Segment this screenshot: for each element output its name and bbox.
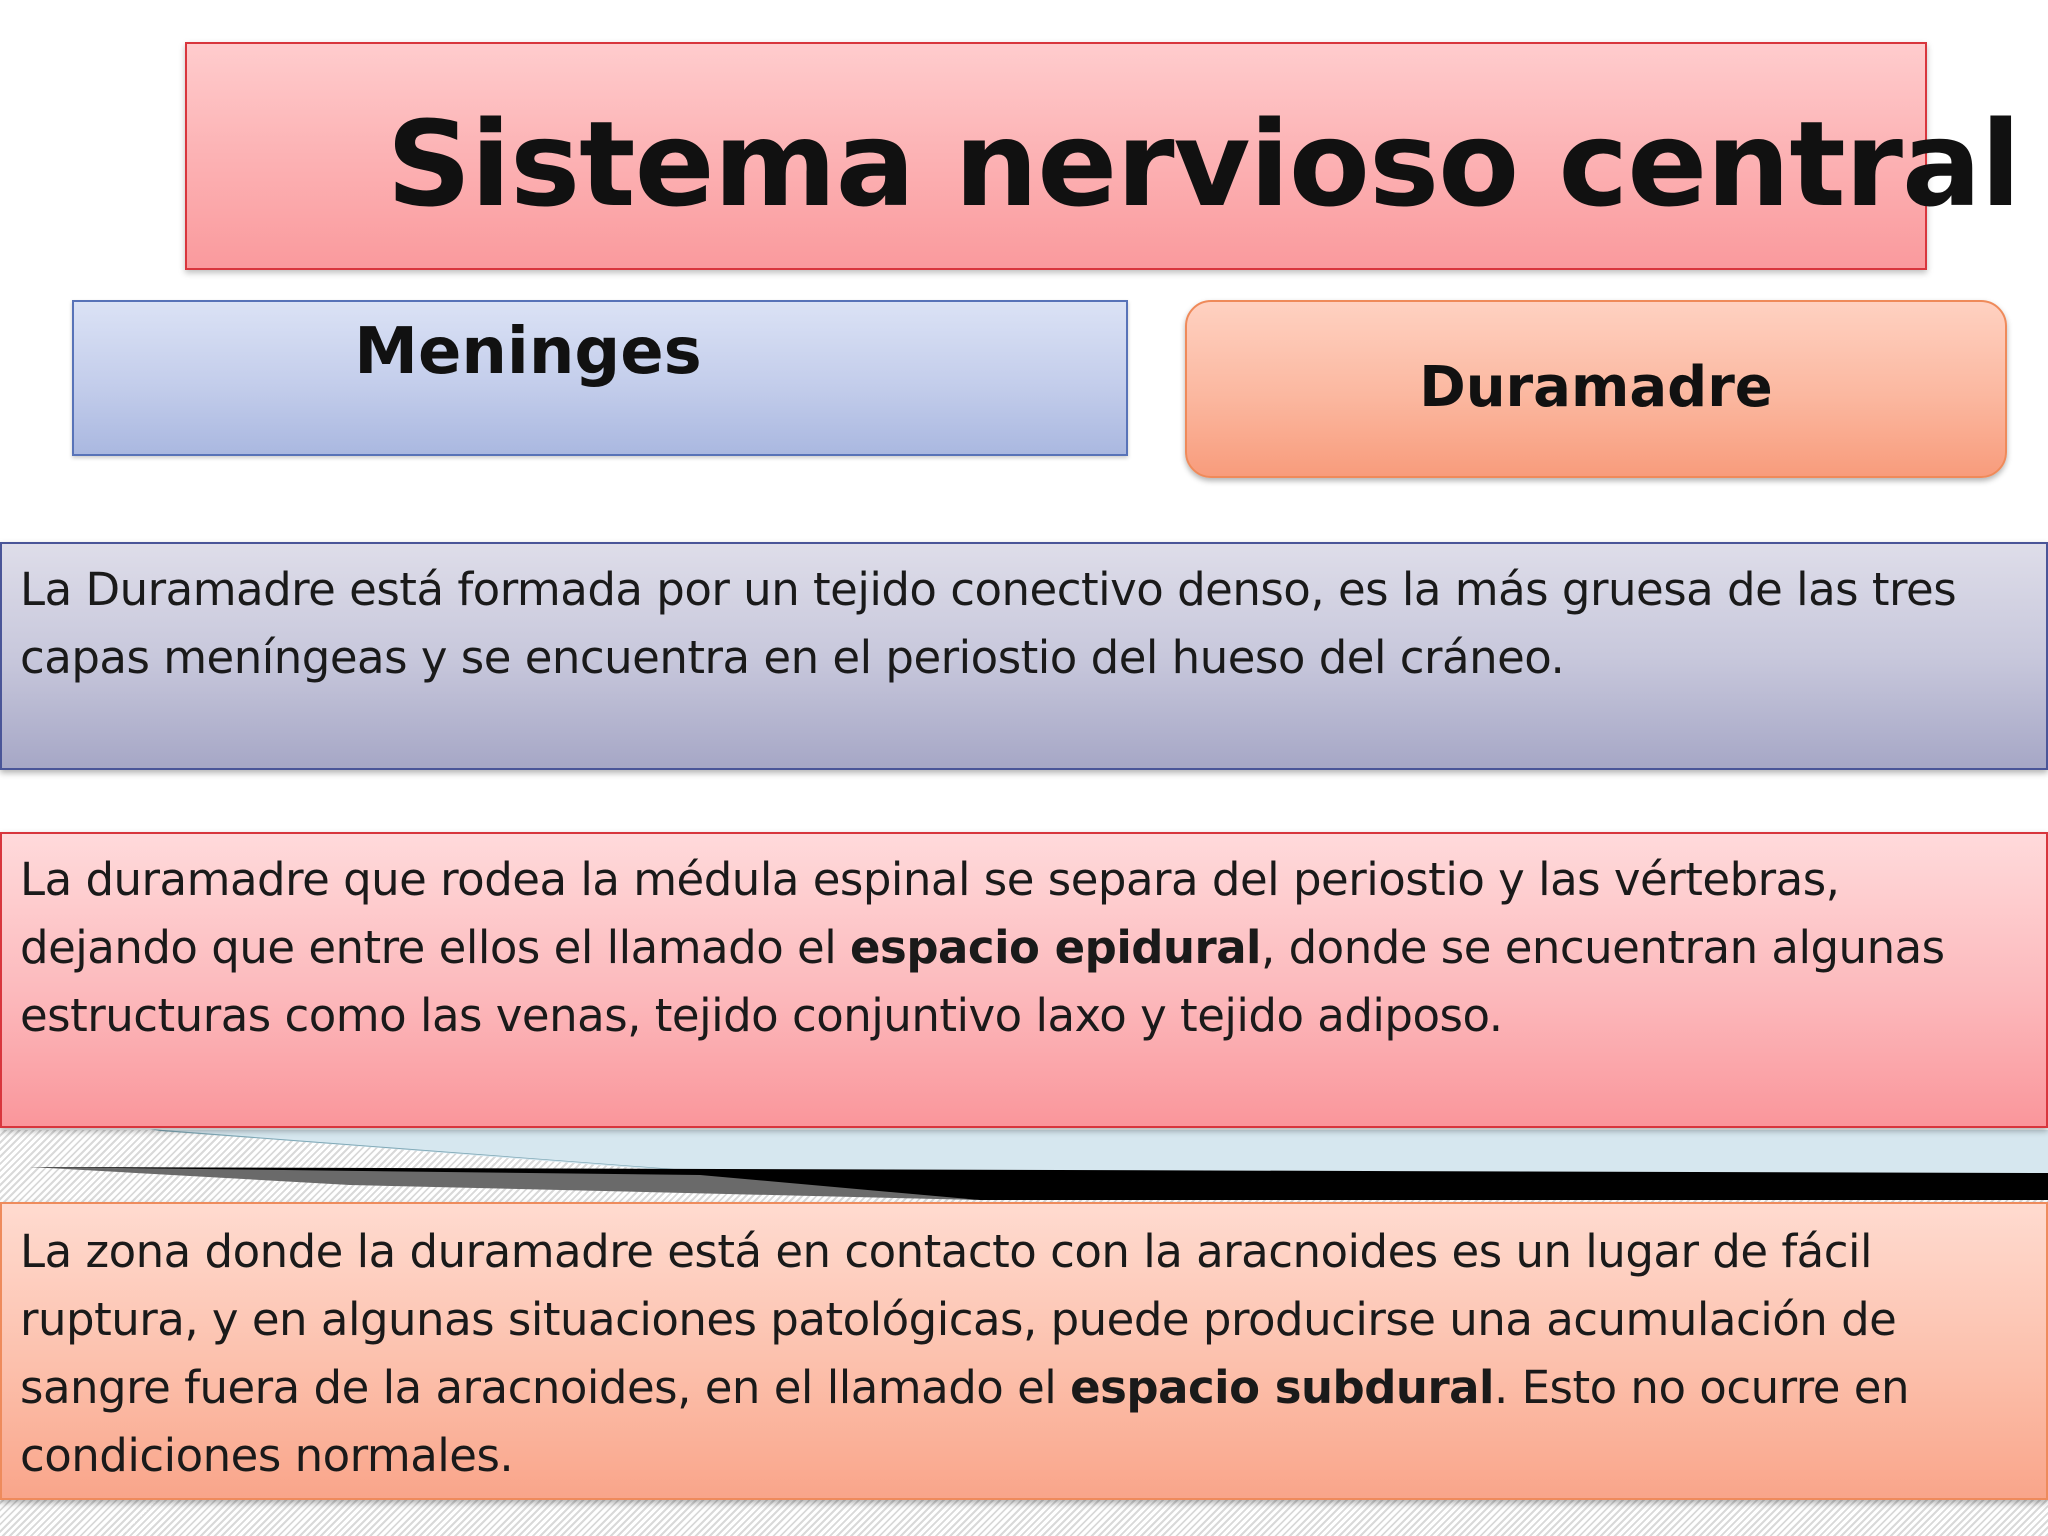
paragraph-2-intro: La duramadre que rodea la médula espinal se separa del periostio y las vértebras, dejando que entre ellos el llamado el [20, 853, 1840, 974]
slide-title: Sistema nervioso central [386, 95, 2020, 233]
decorative-swoosh-bands [0, 1125, 2048, 1205]
espacio-epidural-term: espacio epidural [850, 921, 1261, 974]
paragraph-3-rest: . Esto no ocurre en condiciones normales. [20, 1361, 1910, 1482]
espacio-subdural-term: espacio subdural [1070, 1361, 1494, 1414]
paragraph-3-intro: La zona donde la duramadre está en contacto con la aracnoides es un lugar de fácil ruptura, y en algunas situaciones patológicas, puede producirse una acumulación de sangre fuera de la aracnoides, en el llamado el [20, 1225, 1897, 1414]
paragraph-3-text [20, 1218, 2030, 1490]
duramadre-label: Duramadre [1419, 355, 1773, 420]
paragraph-2-rest: , donde se encuentran algunas estructuras como las venas, tejido conjuntivo laxo y tejido adiposo. [20, 921, 1945, 1042]
meninges-label: Meninges [354, 315, 702, 389]
paragraph-2-text [20, 846, 2030, 1050]
paragraph-1-text: La Duramadre está formada por un tejido conectivo denso, es la más gruesa de las tres capas meníngeas y se encuentra en el periostio del hueso del cráneo. [20, 563, 1957, 684]
